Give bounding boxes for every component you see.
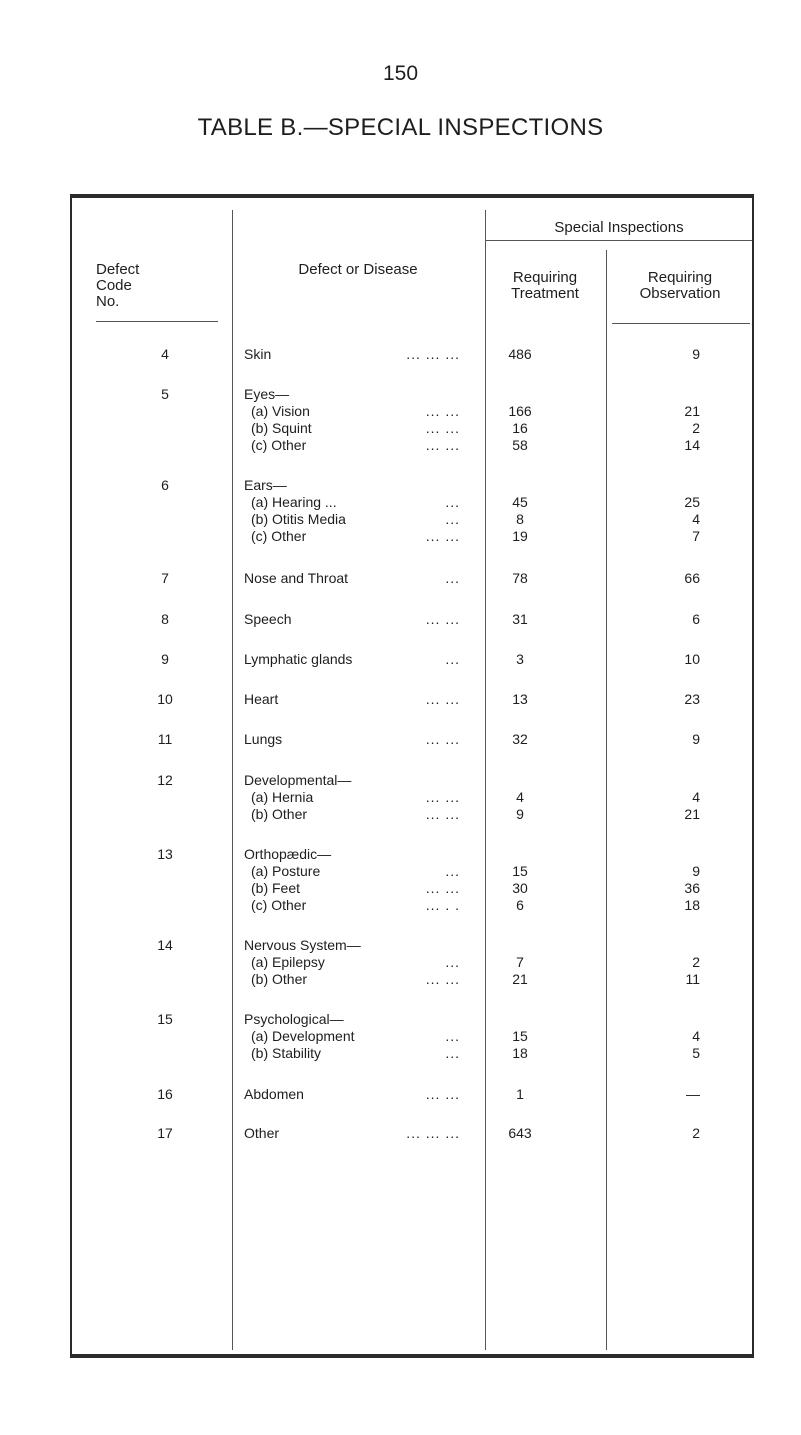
row-name: Ears— [244,477,287,493]
row-code: 6 [161,477,169,493]
row-name: (a) Hernia [251,789,314,805]
row-name: Heart [244,691,279,707]
row-observation: 25 [684,494,700,510]
row-treatment: 4 [516,789,524,805]
row-leader-dots: ... [445,954,460,970]
row-leader-dots: ... ... ... [406,1125,460,1141]
row-treatment: 1 [516,1086,524,1102]
row-name: Lungs [244,731,283,747]
row-observation: 2 [692,954,700,970]
row-observation: 10 [684,651,700,667]
row-code: 10 [157,691,173,707]
row-observation: 6 [692,611,700,627]
row-treatment: 19 [512,528,528,544]
row-observation: 2 [692,420,700,436]
header-observation-line1: Requiring [647,269,713,286]
row-code: 9 [161,651,169,667]
row-code: 12 [157,772,173,788]
row-code: 16 [157,1086,173,1102]
row-treatment: 15 [512,863,528,879]
row-observation: 66 [684,570,700,586]
header-rule-special [486,240,752,241]
row-treatment: 3 [516,651,524,667]
row-treatment: 16 [512,420,528,436]
row-observation: 18 [684,897,700,913]
row-leader-dots: ... ... [425,437,460,453]
row-name: (c) Other [251,528,307,544]
row-observation: 2 [692,1125,700,1141]
row-code: 5 [161,386,169,402]
row-name: (b) Otitis Media [251,511,346,527]
row-leader-dots: ... ... ... [406,346,460,362]
row-leader-dots: ... [445,494,460,510]
row-leader-dots: ... [445,570,460,586]
row-observation: 21 [684,403,700,419]
row-name: (b) Feet [251,880,301,896]
row-observation: 36 [684,880,700,896]
row-name: (a) Vision [251,403,310,419]
row-observation: 9 [692,731,700,747]
row-code: 13 [157,846,173,862]
header-code [96,262,139,310]
header-observation-line2: Observation [639,285,721,302]
row-treatment: 6 [516,897,524,913]
row-treatment: 58 [512,437,528,453]
page-number: 150 [382,62,419,85]
row-name: (c) Other [251,437,307,453]
row-leader-dots: ... ... [425,971,460,987]
row-observation: 9 [692,346,700,362]
row-observation: 11 [685,971,700,987]
row-name: (a) Epilepsy [251,954,325,970]
row-leader-dots: ... ... [425,403,460,419]
row-code: 4 [161,346,169,362]
header-treatment-line2: Treatment [511,285,579,302]
row-treatment: 166 [508,403,532,419]
row-observation: 14 [684,437,700,453]
row-code: 11 [157,731,173,747]
column-divider-defect [232,210,233,1350]
row-name: (b) Other [251,806,308,822]
row-leader-dots: ... [445,651,460,667]
row-name: Orthopædic— [244,846,332,862]
row-leader-dots: ... ... [425,691,460,707]
header-code-line2: Code [96,277,132,294]
row-leader-dots: ... ... [425,806,460,822]
row-treatment: 486 [508,346,532,362]
row-leader-dots: ... ... [425,1086,460,1102]
row-leader-dots: ... ... [425,528,460,544]
row-treatment: 32 [512,731,528,747]
row-code: 8 [161,611,169,627]
row-code: 17 [157,1125,173,1141]
row-treatment: 7 [516,954,524,970]
row-name: (c) Other [251,897,307,913]
row-treatment: 9 [516,806,524,822]
row-name: (a) Development [251,1028,355,1044]
row-name: (a) Hearing ... [251,494,337,510]
row-leader-dots: ... [445,1028,460,1044]
row-name: Abdomen [244,1086,304,1102]
row-name: (b) Stability [251,1045,322,1061]
column-divider-treatment [485,210,486,1350]
row-treatment: 643 [508,1125,532,1141]
row-name: Developmental— [244,772,352,788]
row-treatment: 45 [512,494,528,510]
row-leader-dots: ... ... [425,731,460,747]
row-treatment: 31 [512,611,528,627]
row-leader-dots: ... ... [425,420,460,436]
row-code: 15 [157,1011,173,1027]
row-observation: 9 [692,863,700,879]
row-observation: 21 [684,806,700,822]
row-treatment: 8 [516,511,524,527]
row-observation: — [686,1086,700,1102]
row-name: Psychological— [244,1011,344,1027]
row-observation: 7 [692,528,700,544]
row-observation: 4 [692,511,700,527]
row-observation: 23 [684,691,700,707]
row-leader-dots: ... [445,1045,460,1061]
row-name: Nervous System— [244,937,361,953]
header-defect: Defect or Disease [298,261,418,278]
row-name: Other [244,1125,280,1141]
header-code-line1: Defect [96,261,140,278]
header-treatment-line1: Requiring [512,269,578,286]
row-leader-dots: ... ... [425,789,460,805]
row-treatment: 15 [512,1028,528,1044]
page-title: TABLE B.—SPECIAL INSPECTIONS [197,114,604,141]
row-observation: 5 [692,1045,700,1061]
row-leader-dots: ... ... [425,611,460,627]
header-code-line3: No. [96,293,120,310]
header-rule-observation [612,323,750,324]
row-name: Speech [244,611,292,627]
column-divider-observation [606,250,607,1350]
row-name: Eyes— [244,386,290,402]
row-leader-dots: ... [445,863,460,879]
row-name: Skin [244,346,272,362]
row-name: (b) Other [251,971,308,987]
row-name: Lymphatic glands [244,651,353,667]
row-treatment: 78 [512,570,528,586]
row-leader-dots: ... ... [425,880,460,896]
row-treatment: 13 [512,691,528,707]
row-observation: 4 [692,789,700,805]
row-leader-dots: ... [445,511,460,527]
row-treatment: 30 [512,880,528,896]
row-code: 14 [157,937,173,953]
row-treatment: 18 [512,1045,528,1061]
row-leader-dots: ... . . [425,897,460,913]
row-observation: 4 [692,1028,700,1044]
row-code: 7 [161,570,169,586]
header-rule-code [96,321,218,322]
header-special-inspections: Special Inspections [554,219,684,236]
row-name: (b) Squint [251,420,312,436]
row-treatment: 21 [512,971,528,987]
row-name: (a) Posture [251,863,321,879]
header-requiring-observation [610,270,750,302]
header-requiring-treatment [486,270,604,302]
row-name: Nose and Throat [244,570,349,586]
